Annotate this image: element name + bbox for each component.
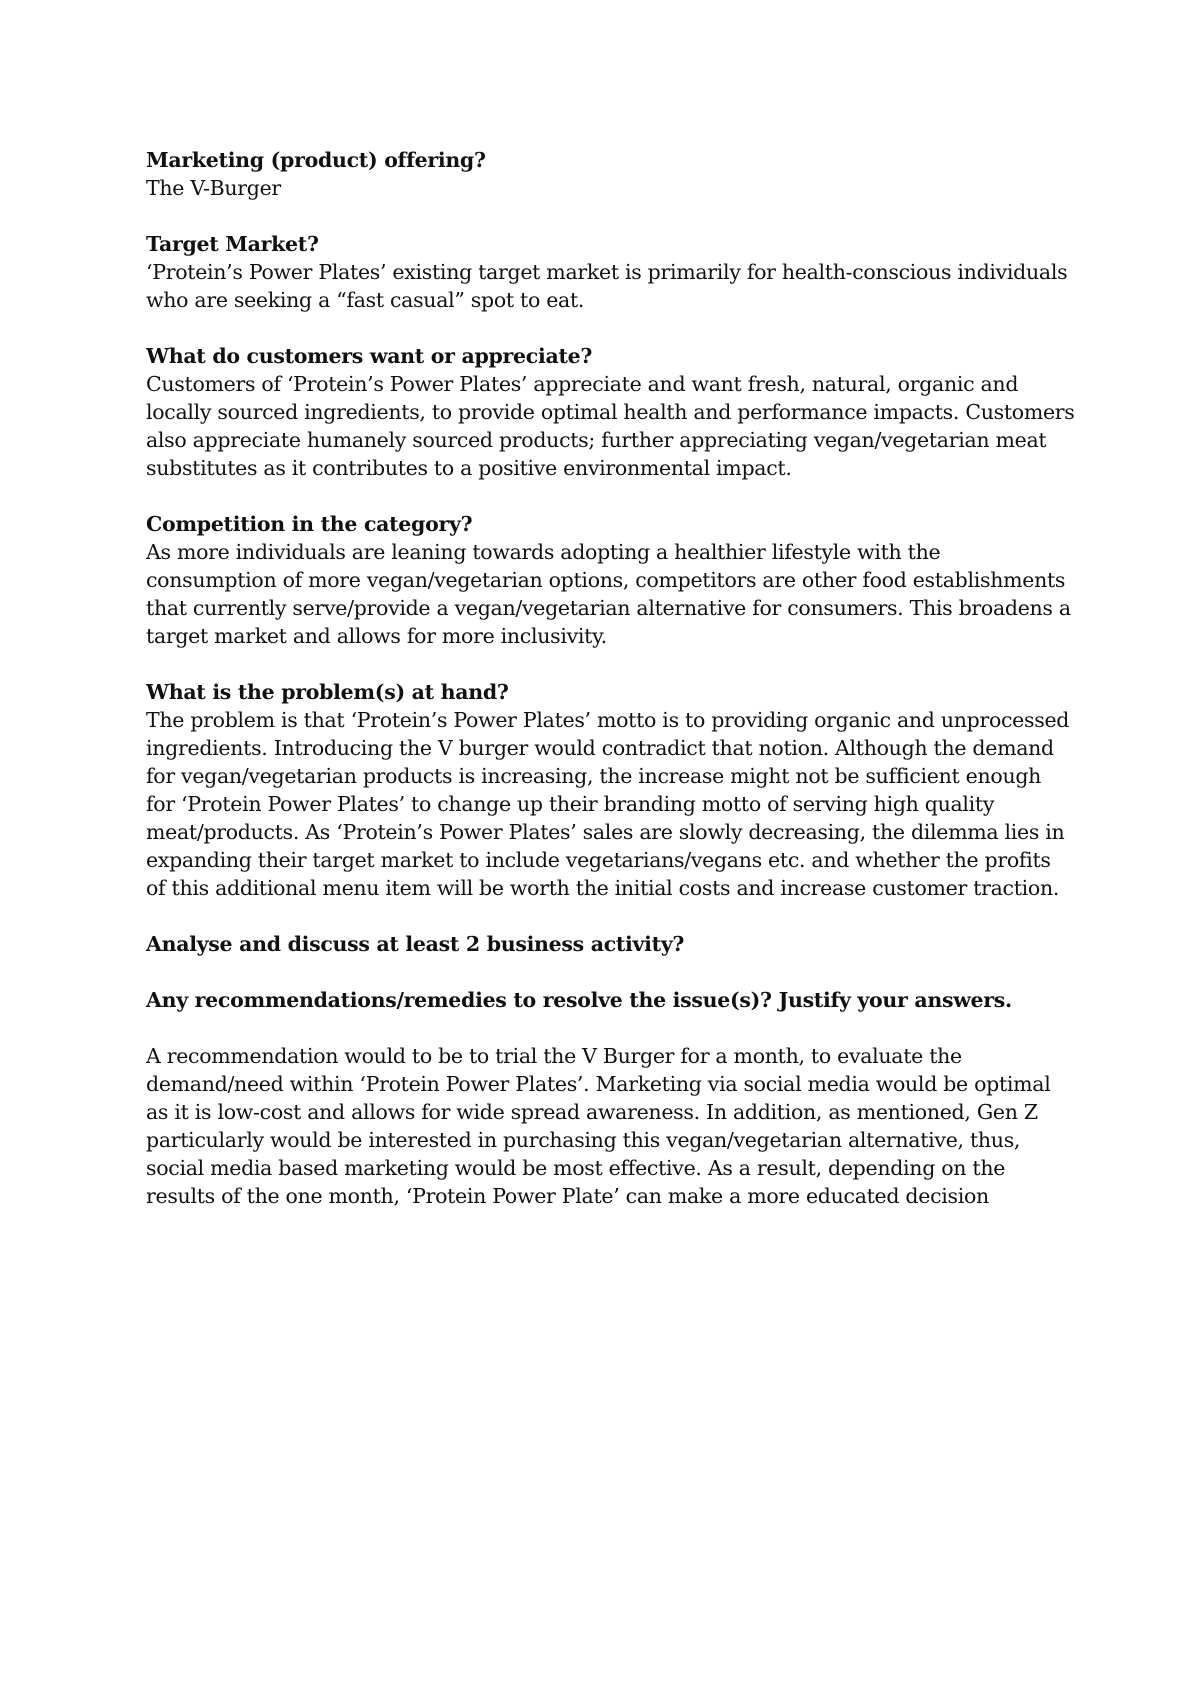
section-recommendations xyxy=(146,986,1076,1014)
section-competition xyxy=(146,510,1076,650)
document-body xyxy=(146,146,1076,1238)
heading-competition: Competition in the category? xyxy=(146,512,473,536)
heading-recommendations: Any recommendations/remedies to resolve the issue(s)? Justify your answers. xyxy=(146,988,1012,1012)
section-target-market xyxy=(146,230,1076,314)
text-competition: As more individuals are leaning towards adopting a healthier lifestyle with the consumption of more vegan/vegetarian options, competitors are other food establishments that currently serve/provide a vegan/vegetarian alternative for consumers. This broadens a target market and allows for more inclusivity. xyxy=(146,540,1071,648)
section-problem xyxy=(146,678,1076,902)
text-target-market: ‘Protein’s Power Plates’ existing target market is primarily for health-conscious individuals who are seeking a “fast casual” spot to eat. xyxy=(146,260,1068,312)
heading-target-market: Target Market? xyxy=(146,232,319,256)
heading-customer-wants: What do customers want or appreciate? xyxy=(146,344,593,368)
text-recommendation: A recommendation would to be to trial the V Burger for a month, to evaluate the demand/need within ‘Protein Power Plates’. Marketing via social media would be optimal as it is low-cost and allows for wide spread awareness. In addition, as mentioned, Gen Z particularly would be interested in purchasing this vegan/vegetarian alternative, thus, social media based marketing would be most effective. As a result, depending on the results of the one month, ‘Protein Power Plate’ can make a more educated decision xyxy=(146,1044,1051,1208)
heading-business-activity: Analyse and discuss at least 2 business activity? xyxy=(146,932,685,956)
text-problem: The problem is that ‘Protein’s Power Plates’ motto is to providing organic and unprocessed ingredients. Introducing the V burger would contradict that notion. Although the demand for vegan/vegetarian products is increasing, the increase might not be sufficient enough for ‘Protein Power Plates’ to change up their branding motto of serving high quality meat/products. As ‘Protein’s Power Plates’ sales are slowly decreasing, the dilemma lies in expanding their target market to include vegetarians/vegans etc. and whether the profits of this additional menu item will be worth the initial costs and increase customer traction. xyxy=(146,708,1070,900)
heading-problem: What is the problem(s) at hand? xyxy=(146,680,509,704)
section-product-offering xyxy=(146,146,1076,202)
text-product-offering: The V-Burger xyxy=(146,176,281,200)
section-business-activity xyxy=(146,930,1076,958)
section-customer-wants xyxy=(146,342,1076,482)
section-recommendation-text xyxy=(146,1042,1076,1210)
heading-product-offering: Marketing (product) offering? xyxy=(146,148,486,172)
text-customer-wants: Customers of ‘Protein’s Power Plates’ appreciate and want fresh, natural, organic and locally sourced ingredients, to provide optimal health and performance impacts. Customers also appreciate humanely sourced products; further appreciating vegan/vegetarian meat substitutes as it contributes to a positive environmental impact. xyxy=(146,372,1075,480)
